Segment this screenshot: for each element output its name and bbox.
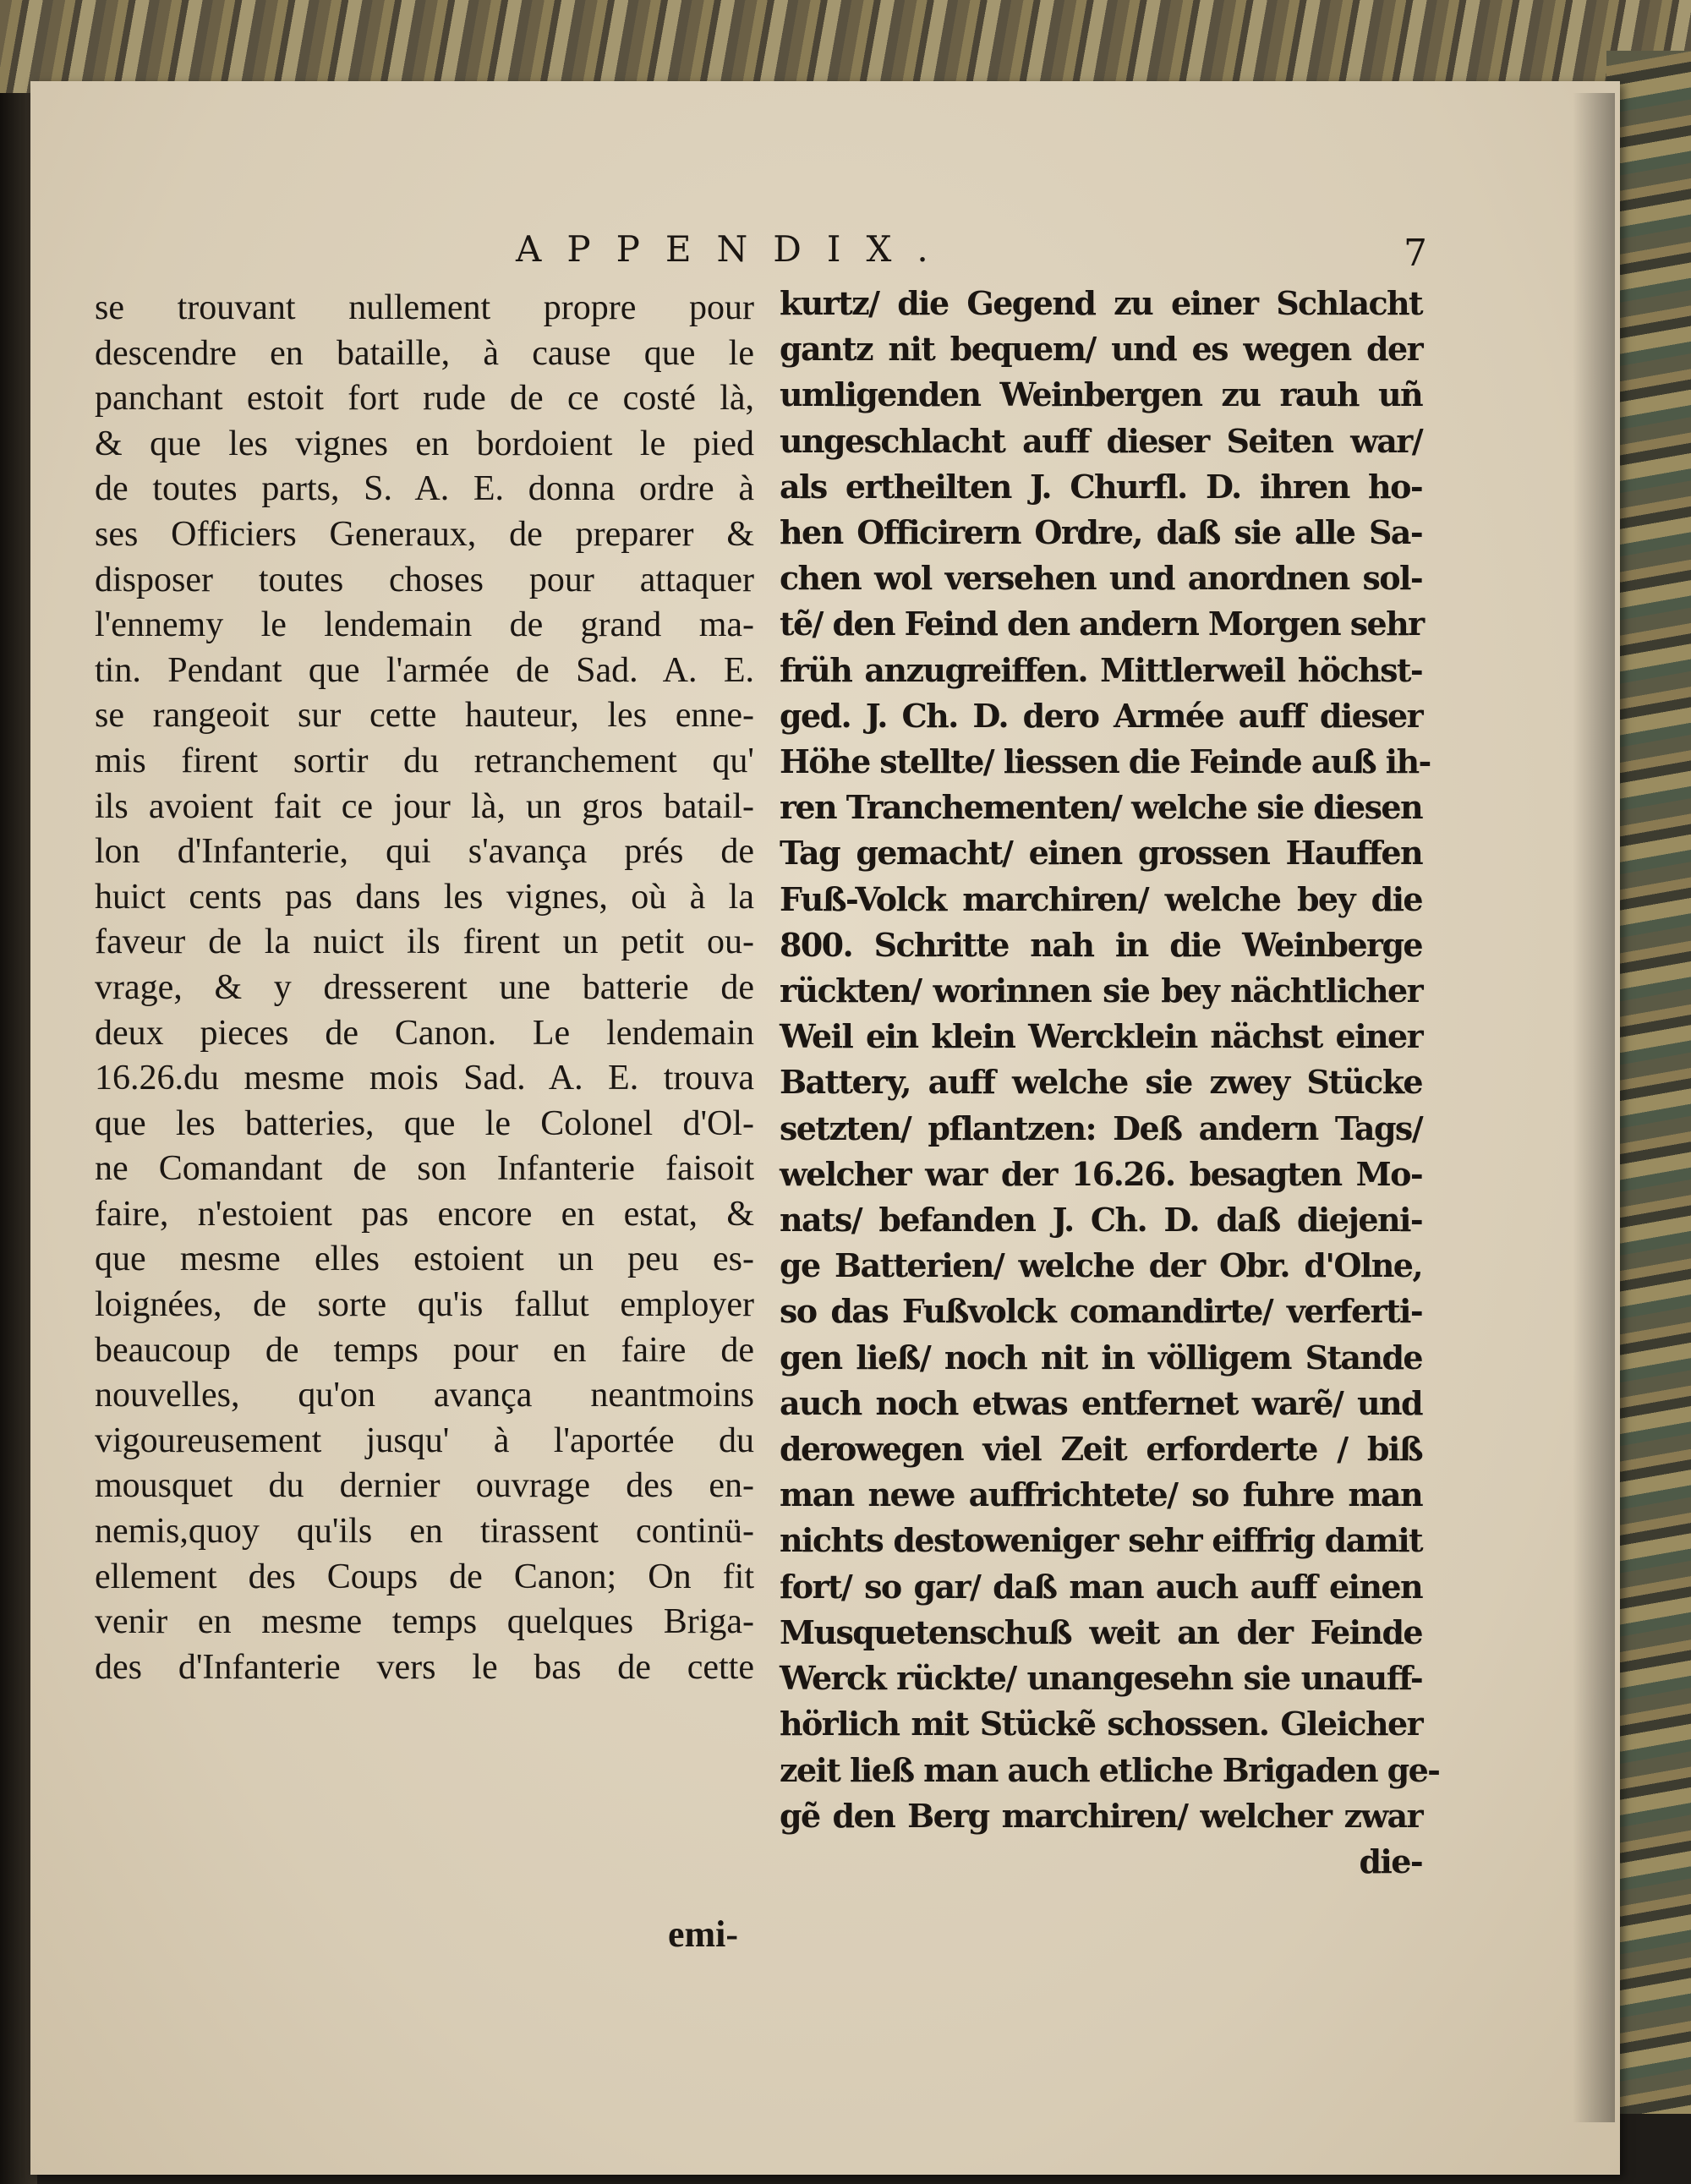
french-text-line: deux pieces de Canon. Le lendemain — [95, 1013, 754, 1053]
german-text-line: tẽ/ den Feind den andern Morgen sehr — [780, 605, 1424, 643]
german-text-line: welcher war der 16.26. besagten Mo- — [780, 1154, 1422, 1193]
french-text-line: faire, n'estoient pas encore en estat, & — [95, 1194, 754, 1234]
french-text-line: nemis,quoy qu'ils en tirassent continü- — [95, 1512, 754, 1552]
french-text-line: mis firent sortir du retranchement qu' — [95, 741, 754, 780]
french-text-line: 16.26.du mesme mois Sad. A. E. trouva — [95, 1059, 754, 1098]
german-text-line: gantz nit bequem/ und es wegen der — [780, 330, 1422, 369]
page-number: 7 — [1404, 232, 1427, 275]
french-text-line: tin. Pendant que l'armée de Sad. A. E. — [95, 650, 754, 690]
german-text-line: setzten/ pflantzen: Deß andern Tags/ — [780, 1108, 1422, 1147]
german-text-line: kurtz/ die Gegend zu einer Schlacht — [780, 284, 1422, 322]
french-text-line: venir en mesme temps quelques Briga- — [95, 1602, 754, 1642]
page-curl-shadow — [1573, 93, 1615, 2122]
german-text-line: ged. J. Ch. D. dero Armée auff dieser — [780, 696, 1422, 735]
french-text-line: panchant estoit fort rude de ce costé là, — [95, 379, 754, 419]
french-text-line: descendre en bataille, à cause que le — [95, 333, 754, 373]
german-text-line: Werck rückte/ unangesehn sie unauff- — [780, 1659, 1422, 1698]
german-text-line: als ertheilten J. Churfl. D. ihren ho- — [780, 467, 1422, 506]
french-text-line: disposer toutes choses pour attaquer — [95, 560, 754, 599]
german-text-line: zeit ließ man auch etliche Brigaden ge- — [780, 1750, 1440, 1789]
german-text-line: nats/ befanden J. Ch. D. daß diejeni- — [780, 1201, 1422, 1240]
french-text-line: vrage, & y dresserent une batterie de — [95, 967, 754, 1007]
french-text-column — [95, 286, 754, 1690]
german-text-line: fort/ so gar/ daß man auch auff einen — [780, 1567, 1422, 1606]
german-text-line: auch noch etwas entfernet warẽ/ und — [780, 1383, 1422, 1422]
french-text-line: se rangeoit sur cette hauteur, les enne- — [95, 696, 754, 736]
german-text-line: gen ließ/ noch nit in völligem Stande — [780, 1338, 1422, 1377]
french-text-line: ellement des Coups de Canon; On fit — [95, 1557, 754, 1596]
german-text-line: so das Fußvolck comandirte/ verferti- — [780, 1292, 1422, 1331]
german-text-line: Battery, auff welche sie zwey Stücke — [780, 1063, 1422, 1102]
german-text-line: hen Officirern Ordre, daß sie alle Sa- — [780, 513, 1422, 552]
german-text-line: Höhe stellte/ liessen die Feinde auß ih- — [780, 742, 1431, 781]
french-text-line: ses Officiers Generaux, de preparer & — [95, 514, 754, 554]
running-header: APPENDIX. — [516, 228, 954, 270]
german-text-line: gẽ den Berg marchiren/ welcher zwar — [780, 1796, 1422, 1835]
german-text-line: derowegen viel Zeit erforderte / biß — [780, 1430, 1422, 1469]
german-text-column — [780, 281, 1440, 1885]
french-catchword: emi- — [668, 1913, 739, 1955]
german-text-line: chen wol versehen und anordnen sol- — [780, 559, 1422, 598]
french-text-line: de toutes parts, S. A. E. donna ordre à — [95, 469, 754, 509]
german-text-line: Musquetenschuß weit an der Feinde — [780, 1612, 1422, 1651]
german-text-line: Fuß-Volck marchiren/ welche bey die — [780, 879, 1422, 918]
german-text-line: rückten/ worinnen sie bey nächtlicher — [780, 972, 1422, 1010]
german-text-line: Tag gemacht/ einen grossen Hauffen — [780, 834, 1422, 873]
french-text-line: se trouvant nullement propre pour — [95, 288, 754, 327]
french-text-line: & que les vignes en bordoient le pied — [95, 424, 754, 463]
german-text-line: umligenden Weinbergen zu rauh uñ — [780, 375, 1422, 414]
french-text-line: beaucoup de temps pour en faire de — [95, 1330, 754, 1370]
french-text-line: ils avoient fait ce jour là, un gros batail- — [95, 786, 754, 826]
french-text-line: huict cents pas dans les vignes, où à la — [95, 877, 754, 917]
german-text-line: Weil ein klein Wercklein nächst einer — [780, 1017, 1422, 1056]
german-text-line: hörlich mit Stückẽ schossen. Gleicher — [780, 1705, 1422, 1743]
french-text-line: lon d'Infanterie, qui s'avança prés de — [95, 832, 754, 872]
french-text-line: ne Comandant de son Infanterie faisoit — [95, 1149, 754, 1189]
german-text-line: ren Tranchementen/ welche sie diesen — [780, 788, 1422, 827]
french-text-line: vigoureusement jusqu' à l'aportée du — [95, 1420, 754, 1460]
german-text-line: die- — [1359, 1842, 1422, 1880]
french-text-line: nouvelles, qu'on avança neantmoins — [95, 1376, 754, 1415]
french-text-line: mousquet du dernier ouvrage des en- — [95, 1466, 754, 1506]
french-text-line: faveur de la nuict ils firent un petit ou- — [95, 922, 754, 962]
marbled-edge-top — [0, 0, 1691, 93]
german-text-line: früh anzugreiffen. Mittlerweil höchst- — [780, 650, 1422, 689]
german-text-line: ungeschlacht auff dieser Seiten war/ — [780, 421, 1422, 460]
german-text-line: man newe auffrichtete/ so fuhre man — [780, 1475, 1422, 1514]
french-text-line: loignées, de sorte qu'is fallut employer — [95, 1285, 754, 1325]
french-text-line: l'ennemy le lendemain de grand ma- — [95, 605, 754, 645]
german-text-line: 800. Schritte nah in die Weinberge — [780, 925, 1422, 964]
french-text-line: que les batteries, que le Colonel d'Ol- — [95, 1103, 754, 1143]
german-text-line: nichts destoweniger sehr eiffrig damit — [780, 1521, 1422, 1560]
french-text-line: des d'Infanterie vers le bas de cette — [95, 1647, 754, 1687]
german-text-line: ge Batterien/ welche der Obr. d'Olne, — [780, 1246, 1422, 1285]
french-text-line: que mesme elles estoient un peu es- — [95, 1240, 754, 1279]
